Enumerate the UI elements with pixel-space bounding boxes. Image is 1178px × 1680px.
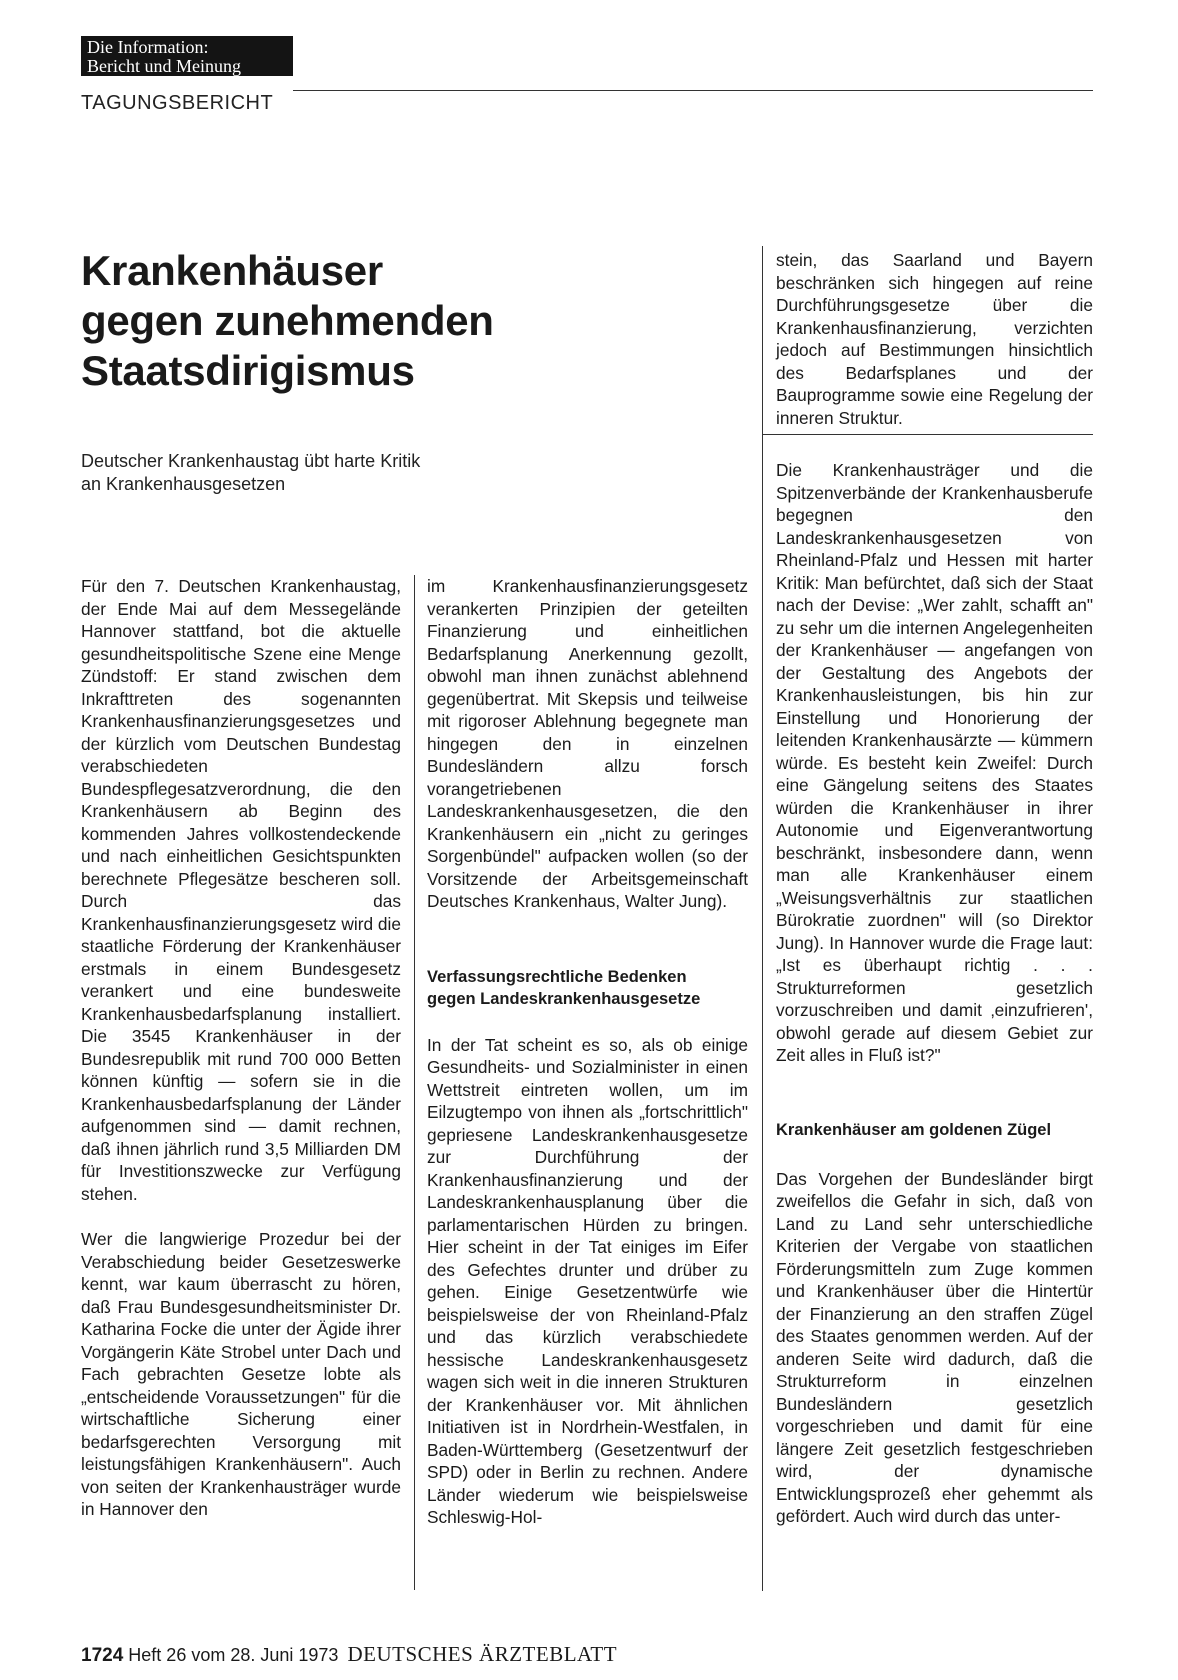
subtitle-line-1: Deutscher Krankenhaustag übt harte Kritik (81, 451, 421, 471)
section-label: TAGUNGSBERICHT (81, 92, 274, 114)
paragraph: Das Vorgehen der Bundesländer birgt zweifellos die Gefahr in sich, daß von Land zu Land sehr unterschiedliche Kriterien der Vergabe von staatlichen Förderungsmitteln zum Zuge kommen und Krankenhäuser über die Hintertür der Finanzierung an den straffen Zügel des Staates genommen werden. Auf der anderen Seite wird dadurch, daß die Strukturreform in einzelnen Bundesländern gesetzlich vorgeschrieben und damit für eine längere Zeit gesetzlich festgeschrieben wird, der dynamische Entwicklungsprozeß eher gehemmt als gefördert. Auch wird durch das unter- (776, 1168, 1093, 1526)
paragraph: im Krankenhausfinanzierungsgesetz verankerten Prinzipien der geteilten Finanzierung und einheitlichen Bedarfsplanung Anerkennung gezollt, obwohl man ihnen zunächst ablehnend gegenübertrat. Mit Skepsis und teilweise mit rigoroser Ablehnung begegnete man hingegen den in einzelnen Bundesländern allzu forsch vorangetriebenen Landeskrankenhausgesetzen, die den Krankenhäusern ein „nicht zu geringes Sorgenbündel" aufpacken wollen (so der Vorsitzende der Arbeitsgemeinschaft Deutsches Krankenhaus, Walter Jung). (427, 576, 748, 911)
section-badge (81, 36, 293, 76)
paragraph: stein, das Saarland und Bayern beschränken sich hingegen auf reine Durchführungsgesetze über die Krankenhausfinanzierung, verzichten jedoch auf Bestimmungen hinsichtlich des Bedarfsplanes und der Bauprogramme sowie eine Regelung der inneren Struktur. (776, 250, 1093, 428)
paragraph: Die Krankenhausträger und die Spitzenverbände der Krankenhausberufe begegnen den Landeskrankenhausgesetzen von Rheinland-Pfalz und Hessen mit harter Kritik: Man befürchtet, daß sich der Staat nach der Devise: „Wer zahlt, schafft an" zu sehr um die internen Angelegenheiten der Krankenhäuser — angefangen von der Gestaltung des Angebots der Krankenhausleistungen, bis hin zur Einstellung und Honorierung der leitenden Krankenhausärzte — kümmern würde. Es besteht kein Zweifel: Durch eine Gängelung seitens des Staates würden die Krankenhäuser in ihrer Autonomie und Eigenverantwortung beschränkt, insbesondere dann, wenn man alle Krankenhäuser einem „Weisungsverhältnis zur staatlichen Bürokratie zuordnen" will (so Direktor Jung). In Hannover wurde die Frage laut: „Ist es überhaupt richtig . . . Strukturreformen gesetzlich vorzuschreiben und damit ‚einzufrieren', obwohl gerade auf diesem Gebiet zur Zeit alles in Fluß ist?" (776, 460, 1093, 1065)
header-rule (293, 90, 1093, 91)
paragraph: Für den 7. Deutschen Krankenhaustag, der Ende Mai auf dem Messegelände Hannover stattfand, bot die aktuelle gesundheitspolitische Szene eine Menge Zündstoff: Er stand zwischen dem Inkrafttreten des sogenannten Krankenhausfinanzierungsgesetzes und der kürzlich vom Deutschen Bundestag verabschiedeten Bundespflegesatzverordnung, die den Krankenhäusern ab Beginn des kommenden Jahres vollkostendeckende und nach einheitlichen Gesichtspunkten berechnete Pflegesätze bescheren soll. Durch das Krankenhausfinanzierungsgesetz wird die staatliche Förderung der Krankenhäuser erstmals in einem Bundesgesetz verankert und eine bundesweite Krankenhausbedarfsplanung installiert. Die 3545 Krankenhäuser in der Bundesrepublik mit rund 700 000 Betten können künftig — sofern sie in die Krankenhausbedarfsplanung der Länder aufgenommen sind — damit rechnen, daß ihnen jährlich rund 3,5 Milliarden DM für Investitionszwecke zur Verfügung stehen. (81, 576, 401, 1204)
title-line-3: Staatsdirigismus (81, 347, 415, 394)
badge-line-1: Die Information: (87, 37, 209, 57)
subtitle-line-2: an Krankenhausgesetzen (81, 474, 286, 494)
body-column-3 (776, 249, 1093, 1528)
paragraph: Wer die langwierige Prozedur bei der Verabschiedung beider Gesetzeswerke kennt, war kaum überrascht zu hören, daß Frau Bundesgesundheitsminister Dr. Katharina Focke die unter der Ägide ihrer Vorgängerin Käte Strobel unter Dach und Fach gebrachten Gesetze lobte als „entscheidende Voraussetzungen" für die wirtschaftliche Sicherung einer bedarfsgerechten Versorgung mit leistungsfähigen Krankenhäusern". Auch von seiten der Krankenhausträger wurde in Hannover den (81, 1229, 401, 1519)
article-subtitle (81, 450, 501, 496)
column-divider-1 (414, 575, 415, 1590)
issue-info: Heft 26 vom 28. Juni 1973 (128, 1645, 339, 1665)
heading-line-1: Verfassungsrechtliche Bedenken (427, 967, 687, 986)
paragraph: In der Tat scheint es so, als ob einige Gesundheits- und Sozialminister in einen Wettstreit eintreten wollen, um im Eilzugtempo von ihnen als „fortschrittlich" gepriesene Landeskrankenhausgesetze zur Durchführung der Krankenhausfinanzierung und der Landeskrankenhausplanung über die parlamentarischen Hürden zu bringen. Hier scheint in der Tat einiges im Eifer des Gefechtes drunter und drüber zu gehen. Einige Gesetzentwürfe wie beispielsweise der von Rheinland-Pfalz und das kürzlich verabschiedete hessische Landeskrankenhausgesetz wagen sich weit in die inneren Strukturen der Krankenhäuser vor. Mit ähnlichen Initiativen ist in Nordrhein-Westfalen, in Baden-Württemberg (Gesetzentwurf der SPD) oder in Berlin zu rechnen. Andere Länder wiederum wie beispielsweise Schleswig-Hol- (427, 1034, 748, 1527)
page-footer (81, 1642, 617, 1667)
title-line-2: gegen zunehmenden (81, 297, 494, 344)
journal-name: DEUTSCHES ÄRZTEBLATT (347, 1642, 618, 1666)
heading-line-2: gegen Landeskrankenhausgesetze (427, 989, 701, 1008)
article-title (81, 246, 701, 396)
body-column-1 (81, 575, 401, 1521)
body-column-2 (427, 575, 748, 1529)
page-number: 1724 (81, 1645, 124, 1666)
column-divider-2 (762, 246, 763, 1591)
section-heading: Krankenhäuser am goldenen Zügel (776, 1120, 1052, 1139)
badge-line-2: Bericht und Meinung (87, 56, 241, 76)
title-line-1: Krankenhäuser (81, 247, 383, 294)
section-heading (427, 966, 748, 1010)
